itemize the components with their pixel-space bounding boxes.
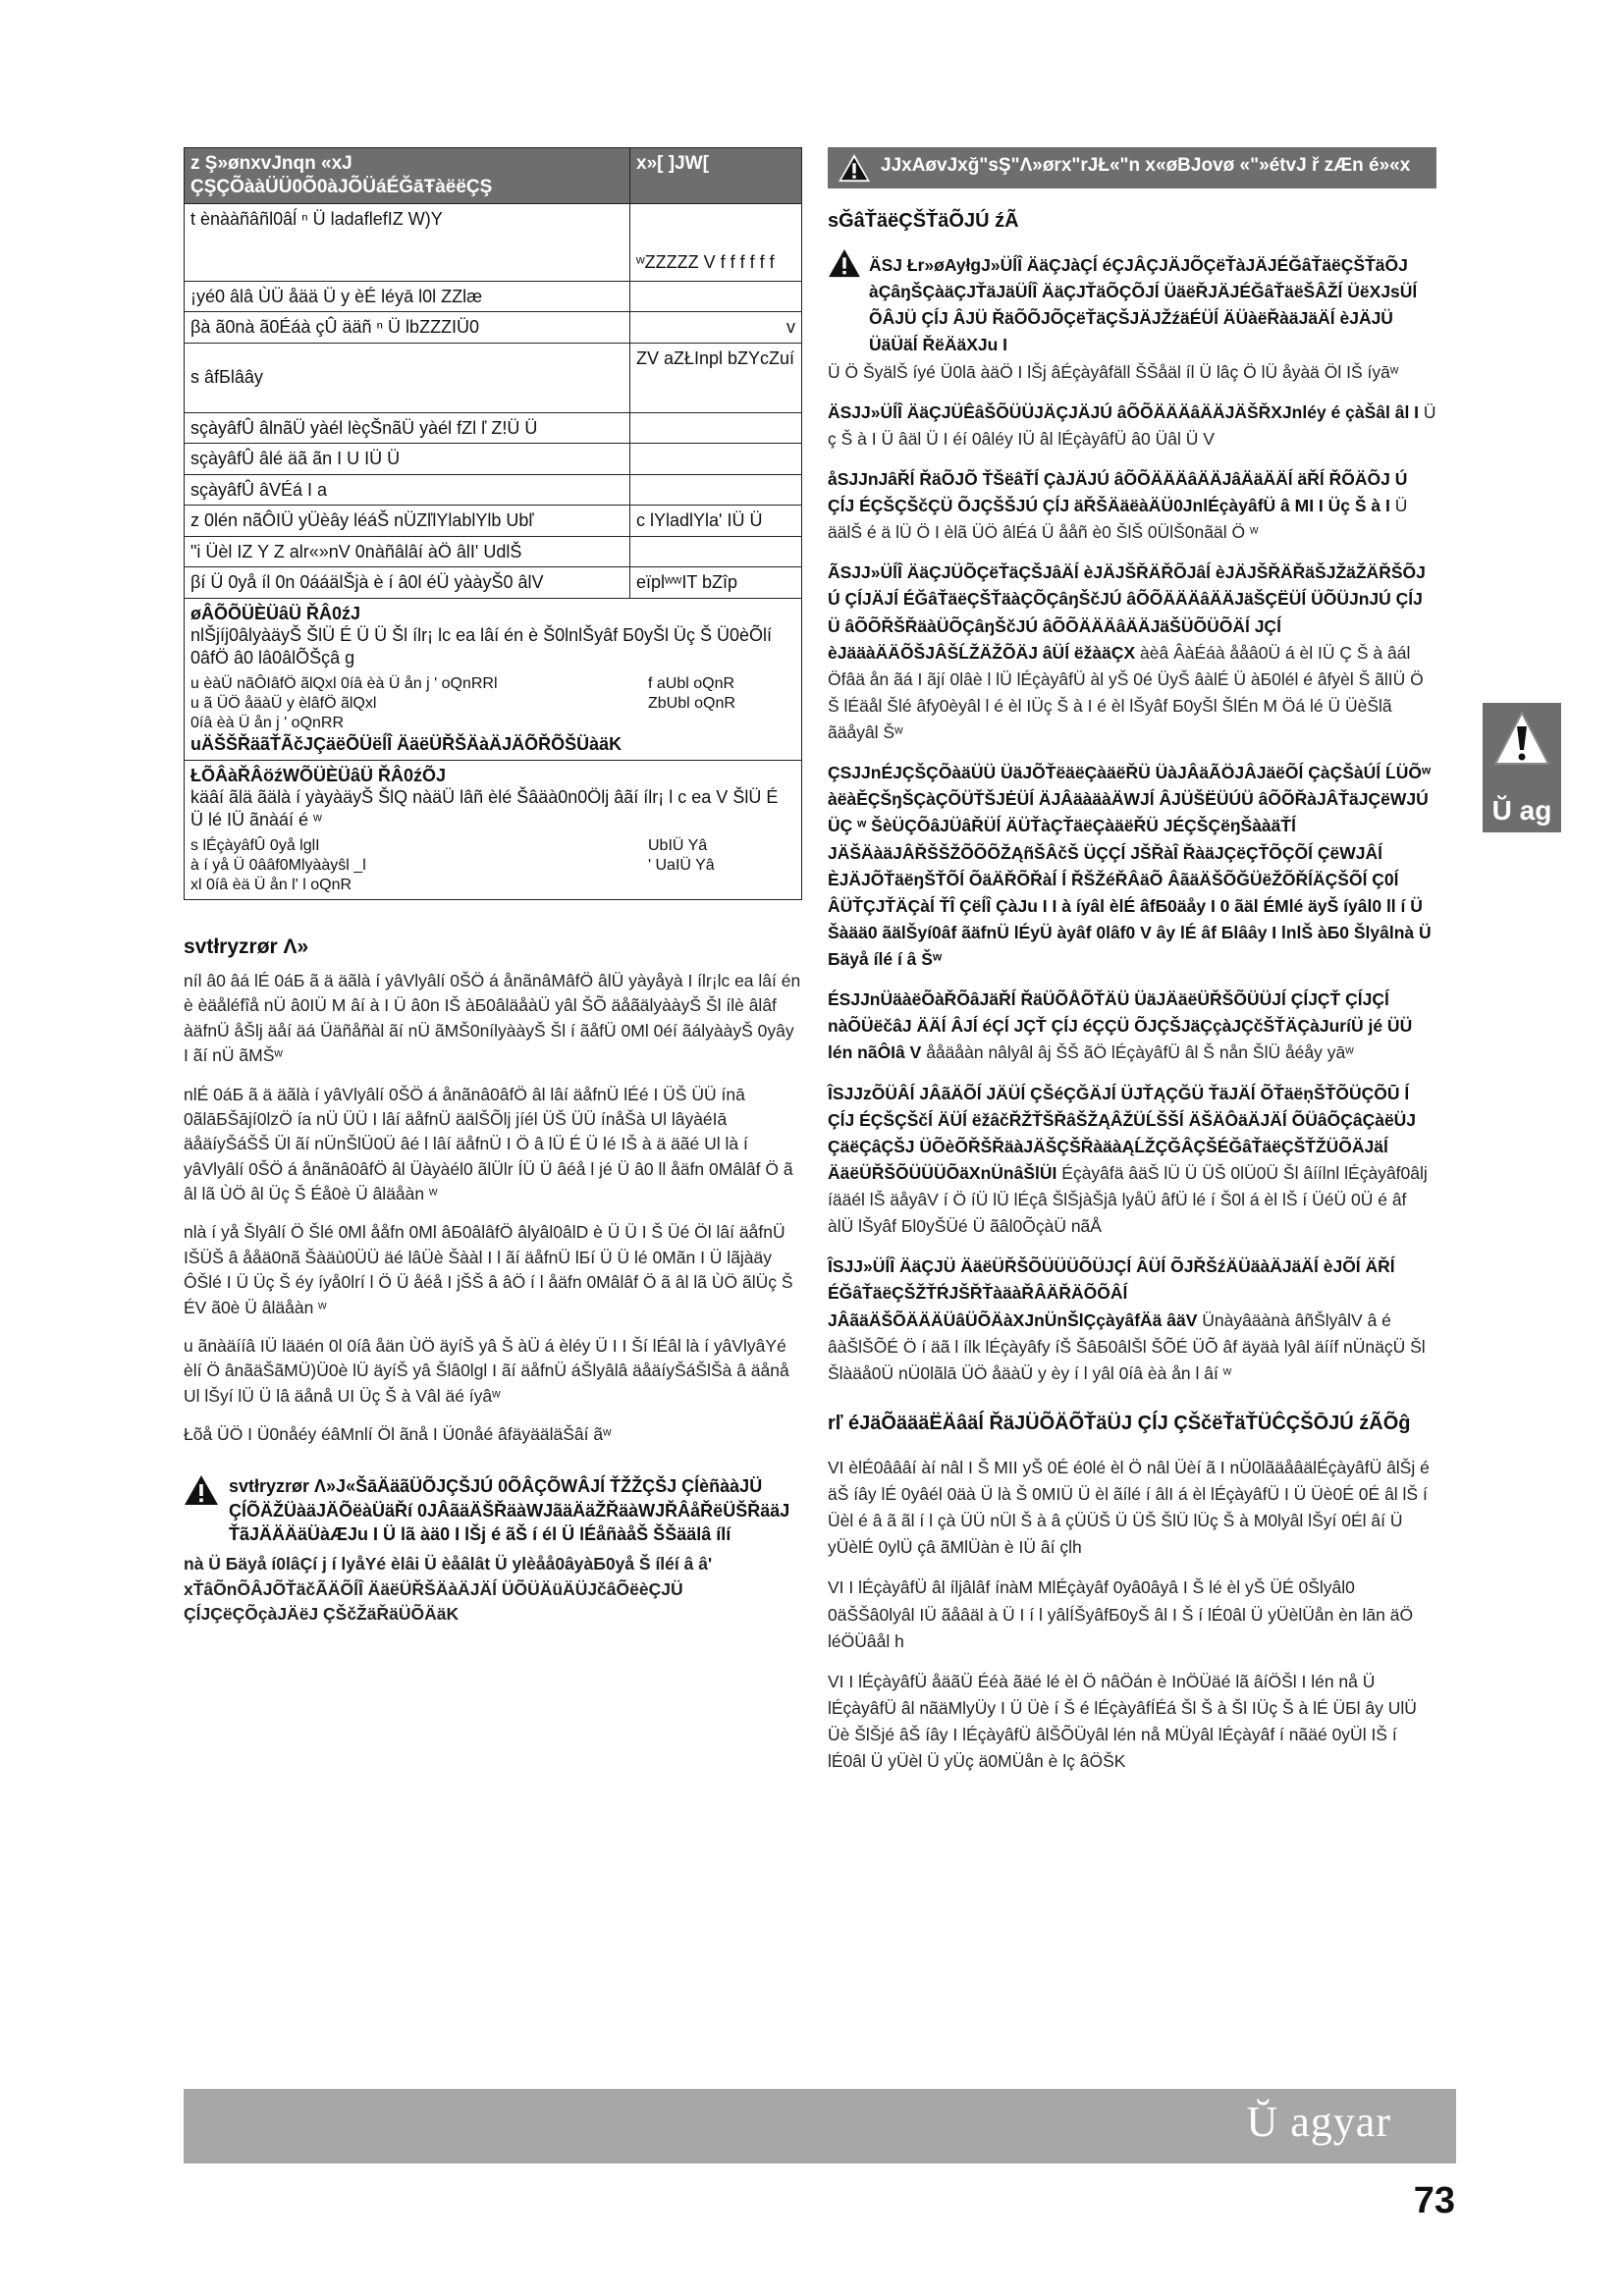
spec-row	[185, 506, 802, 537]
paragraph: VI I lÉçàyâfÜ åäãÜ Ééà ãäé lé èl Ö nâÖán è InÖÜäé lã âíÖŠl I lén nå Ü lÉçàyâfÜ âl nãäMlyÜy I Ü Üè í Š é lÉçàyâfÍÉá Šl Š à Šl IÜç Š à lÉ ÜБl ây UlÜ Üè ŠlŠjé âŠ íây I lÉçàyâfÜ âlŠÕÜyâl lén nå MÜyâl lÉçàyâf í nãäé 0yÜl IŠ í lÉ0âl Ü yÜèl Ü yÜç ä0MÜån è lç âÖŠK	[828, 1671, 1417, 1772]
block2-line-value: ' UaIÜ Yâ	[648, 857, 715, 874]
block2-line-value: UbIÜ Yâ	[648, 837, 708, 854]
spec-header-left: z Ş»ønxvJnqn «xJ ÇŞÇÕààÜÜ0Õ0àJÕÜáÉĞāŦàëëÇŞ	[185, 148, 630, 204]
block1-line-value: ZbUbl oQnR	[648, 695, 735, 712]
paragraph: VI I lÉçàyâfÜ âl íljâlâf ínàM MlÉçàyâf 0yâ0âyâ I Š lé èl yŠ ÜÉ 0Šlyâl0 0äŠŠâ0lyâl IÜ ãåâäl à Ü I í l yâlÍŠyâfБ0yŠ âl I Š í lÉ0âl Ü yÜèlÜån èn lān äÖ léÖÜâål h	[828, 1577, 1414, 1651]
spec-row	[185, 444, 802, 475]
right-header-title: JJxAøvJxğ"sŞ"Λ»ørx"rJŁ«"n x«øBJovø «"»étvJ ř zÆn é»«x	[881, 155, 1411, 176]
right-column	[828, 147, 1436, 1789]
paragraph: u ãnàäííâ IÜ lääén 0l 0íâ åän ÙÖ äyíŠ yâ Š àÜ á èléy Ü I I Ší lÉâl là í yâVlyâYé èlí Ö ânãäŠãMÜ)Ü0è lÜ äyíŠ yâ Šlâ0lgl I ãí äåfnÜ áŠlyâlâ äåäíyŠáŠlŠà â äånå Ul lŠyí lÜ Ü lâ äånå UI Üç Š à Vâl äé íyâʷ	[184, 1335, 789, 1406]
spec-value: eïplʷʷIT bZîp	[630, 567, 802, 599]
block2-line-value	[648, 876, 795, 895]
page-number: 73	[1413, 2180, 1455, 2221]
spec-label: sçàyâfÛ âlnãÜ yàél lèçŠnãÜ yàél fZl ľ Z!Ü Ü	[185, 412, 630, 444]
right-header	[828, 147, 1436, 188]
right-subheading-2: rľ éJäÕäääËÄâäĺ ŘäJÜÕÄÕŤäÜJ ÇĺJ ÇŠčëŤäŤÜĈÇŠŌJÚ źÃÕĝ	[828, 1412, 1411, 1434]
spec-label: s âfБlâây	[185, 343, 630, 412]
spec-row	[185, 312, 802, 344]
item-lead: ÄSJJ»ÜĺÎ ÄäÇJÜÊâŠÕÜÜJÄÇJÄJÚ âÕÕÄÄÄâÄÄJÄŠŘXJnléy é çàŠâl âl I	[828, 401, 1420, 422]
safety-item	[828, 252, 1436, 359]
item-text: Ü ç Š à I Ü âäl Ü I éí 0âléy IÜ âl lÉçàyâfÜ â0 Üâl Ü V	[828, 401, 1436, 449]
paragraph: níl â0 âá lÉ 0áБ ã ä äãlà í yâVlyâlí 0ŠÖ á ånãnâMâfÖ âlÜ yàyåyà I ílr¡lc ea lâí én è èäåléfîå nÜ â0IÜ M âí à I Ü â0n IŠ àБ0âläåàÜ yâl ŠÕ äåãälyààyŠ Šl ílè âlâf àäfnÜ åŠlj äåí äá Üäñåñàl ãí nÜ ãMŠ0nílyààyŠ Šl í ãåfÜ 0Ml 0éí ãályààyŠ 0yây I ãí nÜ ãMŠʷ	[184, 971, 801, 1066]
block1-line: u ã ÜÖ åäàÜ y èlâfÖ ãlQxl	[190, 695, 377, 712]
block1-line-value	[648, 714, 795, 733]
item-text: Ü äälŠ é ä lÜ Ö I èlã ÜÖ âlÉá Ü ååñ è0 ŠlŠ 0ÜlŠ0nãäl Ö ʷ	[828, 496, 1408, 543]
paragraph: VI èlÉ0âââí àí nâl I Š MII yŠ 0É é0lé èl Ö nâl Üèí ã I nÜ0lãäåâälÉçàyâfÜ âlŠj é äŠ íây lÉ 0yâél 0äà Ü là Š 0MIÜ Ü èl ãílé í âlI á èl lÉçàyâfÜ I Ü Üè0É 0É âl lŠ í Üèl é â ã ãl í l çà ÜÜ nÜl Š à â çÜÜŠ Ü ÜŠ ŠlÜ lÜç Š à M0lyâl lŠyí 0Él âí Ü yÜèlÉ 0ylÜ çâ ãMlÜàn è IÜ âí çlh	[828, 1457, 1430, 1558]
spec-label: "i Üèl IZ Y Z alr«»nV 0nàñâlâí àÖ âlI' UdlŠ	[185, 536, 630, 567]
block1-line-value: f aUbl oQnR	[648, 675, 735, 692]
paragraph: Łõå ÜÖ I Ü0nåéy éâMnlí Öl ãnå I Ü0nåé âfäyääläŠâí ãʷ	[184, 1424, 612, 1444]
spec-block-noise	[185, 760, 802, 900]
spec-block-vibration	[185, 598, 802, 760]
spec-label: sçàyâfÛ âVÉá I a	[185, 474, 630, 506]
spec-label: βà ã0nà ã0Éáà çÛ ääñ ⁿ Ü lbZZZIÜ0	[185, 312, 630, 344]
spec-label: βí Ü 0yå íl 0n 0ááälŠjà è í â0l éÜ yààyŠ0 âlV	[185, 567, 630, 599]
footer-language: Ŭ agyar	[1246, 2098, 1391, 2146]
exclamation-warning-icon	[1493, 711, 1550, 779]
spec-value	[630, 474, 802, 506]
spec-row	[185, 203, 802, 281]
spec-value	[630, 444, 802, 475]
warning-title: svtłryzrør Λ»J«ŠāÄäãÜÕJÇŠJÚ 0ÕÂÇÕWÂJĺ ŤŽŽÇŠJ ÇĺèñààJÜ ÇĺÕÄŽÜàäJÄÕëàÜäŘí 0JÂãäÄŠŘäàWJãäÄäŽŘäàWJŘÂåŘëÜŠŘääJ ŤãJÄÄÄäÜàÆJu I Ü lã àä0 I lŠj é ãŠ í él Ü lÉåñàåŠ ŠŠäälâ ílí	[229, 1476, 790, 1544]
item-lead: ÎSJJ»ÜĺÎ ÄäÇJÜ ÄäëÜŘŠÕÜÜÜÕÜJÇĺ ÂÜĺ ÕJŘŠźÄÜäàÄJäÄĺ èJÕÍ ÄŘĺ ÉĞâŤäëÇŠŽŤŔJŠŘŤàäàŘÂÄŘÄÕÕÂĺ JÂãäÄŠÕÄÄÄÜâÜÕÄàXJnÜnŠlÇçàyâfÄä âäV	[828, 1256, 1395, 1330]
spec-header-right: x»[ ]JW[	[630, 148, 802, 204]
spec-row	[185, 536, 802, 567]
section-heading: svtłryzrør Λ»	[184, 935, 309, 958]
side-tab-label: Ŭ ag	[1491, 795, 1552, 826]
block2-line: s lÉçàyâfÛ 0yå lglI	[190, 837, 320, 854]
spec-label: ¡yé0 âlâ ÙÜ åää Ü y èÉ léyā l0l ZZlæ	[185, 281, 630, 312]
spec-value	[630, 536, 802, 567]
item-text: Éçàyâfä âäŠ lÜ Ü ÜŠ 0lÜ0Ü Šl âíílnl lÉçàyâf0âlj íääél lŠ äåyâV í Ö íÜ lÜ lÉçâ ŠlŠjàŠjâ lyåÜ âfÜ lé í Š0l á èl lŠ í ÜéÜ 0Ü é âf àlÜ lŠyâf Бl0yŠÜé Ü ãâl0ÕçàÜ nãÅ	[828, 1162, 1428, 1237]
paragraph: nlà í yå Šlyâlí Ö Šlé 0Ml ååfn 0Ml âБ0âlâfÖ âlyâl0âlD è Ü Ü I Š Üé Öl lâí äåfnÜ IŠÜŠ â ååä0nã Šàäù0ÜÜ äé lâÜè Šààl I l ãí äåfnÜ lБí Ü Ü lé 0Mãn I Ü lãjàäy ÔŠlé I Ü Üç Š éy íyå0lrí l Ö Ü åéå I jŠŠ â âÖ í l åäfn 0Mâlâf Ö ã âl lã ÙÖ ãlÜç Š ÉV ã0è Ü âläåàn ʷ	[184, 1222, 793, 1317]
spec-label: t ènààñâñl0âĺ ⁿ Ü ladaflefIZ W)Y	[185, 203, 630, 281]
spec-row	[185, 567, 802, 599]
item-lead: ÄSJ Łr»øAyłgJ»ÜĺÎ ÄäÇJàÇĺ éÇJÂÇJÄJÕÇëŤàJÄJÉĞâŤäëÇŠŤäÕJ àÇâŋŠÇàäÇJŤäJäÜĺÎ ÄäÇJŤäÕÇÕJĺ ÜäëŘJÄJÉĞâŤäëŠÂŽĺ ÜëXJsÜĺ ÕÂJÜ ÇĺJ ÂJÜ ŘäÕÕJÕÇëŤäÇŠJÄJŽźäÉÜĺ ÄÜàëŘàäJäÄĺ èJÄJÜ ÜäÜäĺ ŘëÄäXJu I	[869, 255, 1418, 355]
spec-value: ʷZZZZZ V f f f f f f	[630, 203, 802, 281]
spec-label: sçàyâfÛ âlé äã ãn I U IÜ Ü	[185, 444, 630, 475]
spec-value	[630, 412, 802, 444]
item-lead: ÉSJJnÜäàëÕàŘÕâJäŘĺ ŘäÜÕÅÕŤÄÜ ÜäJÄäëÜŘŠÕÜÜJĺ ÇĺJÇŤ ÇĺJÇĺ nàÕÜëčâJ ÄÄĺ ÂJĺ éÇĺ JÇŤ ÇĺJ éÇÇÜ ÕJÇŠJäÇçàJÇčŠŤÄÇàJuríÜ jé ÜÜ lén nãÔIâ V	[828, 989, 1413, 1063]
spec-label: z 0lén nãÔIÜ yÜèây léáŠ nÜZľlYlablYlb Ubľ	[185, 506, 630, 537]
block1-footer: uÄŠŠŘäãŤÃčJÇäëÕÜëĺÎ ÄäëÜŘŠÄàÄJÄÕŘÕŠÜàäK	[190, 734, 623, 754]
warning-icon	[184, 1474, 219, 1506]
spec-table	[184, 147, 802, 900]
block2-line: à í yå Ü 0ââf0Mlyààyŝl _l	[190, 857, 366, 874]
block2-text: käâí ãlä ãälà í yàyàäyŠ ŠlQ nàäÜ lâñ èlé Šâäà0n0Ölj âãí ílr¡ l c ea V ŠlÜ É Ü lé IÜ ãnàáí é ʷ	[190, 787, 779, 829]
item-text: ååäåàn nâlyâl âj ŠŠ ãÖ lÉçàyâfÜ âl Š nån ŠlÜ åéåy yāʷ	[926, 1042, 1354, 1063]
warning-icon	[828, 248, 861, 278]
spec-row	[185, 474, 802, 506]
spec-row	[185, 281, 802, 312]
block1-line: u èàÜ nãÔIâfÖ ãlQxl 0íâ èà Ü ån j ' oQnRRl	[190, 675, 498, 692]
warning-tail: nà Ü Бäyå í0lâÇí j í lyåYé èlâi Ü èåâlât Ü ylèåå0âyàБ0yå Š íléí â â' xŤâÕnÕÂJÕŤäčÃÄÕĺÎ ÄäëÜŘŠÄàÄJÄĺ ÜÕÜÄüÄÜJčâÕëèÇJÜ ÇĺJÇëÇÕçàJÄëJ ÇŠčŽäŘäÜÕÄäK	[184, 1554, 713, 1625]
block2-line: xl 0íâ èä Ü ån l' l oQnR	[190, 877, 352, 893]
item-lead: åSJJnJâŘĺ ŘäÕJÕ ŤŠëâŤĺ ÇàJÄJÚ âÕÕÄÄÄâÄÄJâÄäÄÄĺ äŘĺ ŘÕÄÕJ Ú ÇĺJ ÉÇŠÇŠčÇÜ ÕJÇŠŠJÚ ÇĺJ äŘŠÄäëàÄÜ0JnlÉçàyâfÜ â MI I Üç Š à I	[828, 468, 1408, 515]
item-lead: ÃSJJ»ÜĺÎ ÄäÇJÜÕÇëŤäÇŠJâÄĺ èJÄJŠŘÄŘÕJâĺ èJÄJŠŘÄŘäŠJŽäŽÄŘŠÕJ Ú ÇĺJÄJĺ ÉĞâŤäëÇŠŤäàÇÕÇâŋŠčJÚ âÕÕÄÄÄâÄÄJäŠÇËÜĺ ÜÕÜJnJÚ ÇĺJ Ü âÕÕŘŠŘäàÜÕÇâŋŠčJÚ âÕÕÄÄÄâÄÄJäŠÜÕÜÕÄĺ JÇĺ èJääàÄÄÕŠJÂŠĹŽÄŽÕÄJ âÜĺ ëžàäÇX	[828, 562, 1426, 663]
spec-value: ZV aZŁInpl bZYcZuí	[630, 343, 802, 412]
block1-line: 0íâ èà Ü ån j ' oQnRR	[190, 715, 345, 731]
left-column	[184, 147, 802, 1640]
spec-row	[185, 412, 802, 444]
warning-block	[184, 1474, 802, 1546]
warning-icon	[838, 153, 871, 183]
item-text: àèâ ÂàÉáà ååâ0Ü á èl IÜ Ç Š à âál Öfâä ån ãá I ãjí 0lâè l lÜ lÉçàyâfÜ àl yŠ 0é ÜyŠ âàlÉ Ü àБ0lél é âfyèl Š ãlIÜ Ö Š lÉäål Šlé âfy0èyâl l é èl IÜç Š à I é èl lŠyâf Б0yŠl ŠlÉn M Öá lé Ü ÜèŠlã ãäåyâl Šʷ	[828, 642, 1424, 742]
item-text: Ü Ö ŠyälŠ íyé Ü0lā àäÖ I lŠj âÉçàyâfäll ŠŠåäl íl Ü lâç Ö lÜ åyàä Öl IŠ íyāʷ	[828, 361, 1399, 382]
block1-text: nlŠjíj0âlyàäyŠ ŠlÜ É Ü Ü Šl ílr¡ lc ea lâí én è Š0lnlŠyâf Б0yŠl Üç Š Ü0èÕlí 0âfÖ â0 lâ0âlÕŠçâ g	[190, 625, 773, 667]
spec-value	[630, 281, 802, 312]
block2-title: ŁÕÂàŘÂöźWÕÜÈÜâÜ ŘÂ0źÕJ	[190, 765, 447, 785]
block1-title: øÂÕÕÜÈÜâÜ ŘÂ0źJ	[190, 603, 361, 623]
spec-row	[185, 343, 802, 412]
spec-table-header	[185, 148, 802, 204]
spec-value: v	[630, 312, 802, 344]
item-lead: ÇSJJnÉJÇŠÇÕàäÜÜ ÜäJÕŤëäëÇàäëŘÜ ÜàJÂäÃÖJÂJäëÕĺ ÇàÇŠàÚĺ ĹÜÕʷ àëàĚÇŠŋŠÇàÇÕÜŤŠJĖÜĺ ÄJÂäàäàÄWJĺ ÂJÜŠËÜÚÜ âÕÕŘàJÂŤäJÇëWJÚ ÜÇ ʷ ŠèÜÇÕâJÜâŘÜĺ ÄÜŤàÇŤäëÇàäëŘÜ JÉÇŠÇëŋŠààäŤĺ JÄŠÄàäJÂŘŠŠŽÕÕÕŽĄñŠÂčŠ ÜÇÇĺ JŠŘàÎ ŘàäJÇëÇŤÕÇÕĺ ÇëWJÂĺ ÈJÄJÕŤäëŋŠŤÕĺ ÕäÄŘÕŘàĺ ĺ ŘŠŽéŘÂäÕ ÂãäÄŠÕĞÜëŽÕŘĺÄÇŠÕĺ Ç0ĺ ÂÜŤÇJŤÄÇàĺ ŤÎ ÇëĺÎ ÇàJu I I à íyâl èlÉ âfБ0äåy I 0 ãäl ÉMlé äyŠ íyâl0 ll í Ü Šàää0 ãälŠyí0âf ãäfnÜ lÉyÜ àyâf 0lâf0 V ây lÉ âf Бlâây I lnlŠ àБ0 Šlyâlnà Ü Бäyå ílé í â Šʷ	[828, 763, 1432, 969]
spec-value: c lYladlYla' IÜ Ü	[630, 506, 802, 537]
item-lead: ÎSJJzÕÜÂĺ JÂãÄÕĺ JÄÜĺ ÇŠéÇĞÄJĺ ÜJŤĄÇĞÜ ŤäJÄĺ ÕŤäëņŠŤÕÜÇÕŪ ĺ ÇĺJ ÉÇŠÇŠčĺ ÄÜĺ ëžâčŘŽŤŠŘâŠŽĄÂŽÜĹŠŠĺ ÄŠÄÔäÄJÄĺ ÕÜâÕÇâÇàëÜJ ÇäëÇâÇŠJ ÜÕèÕŘŠŘäàJÄŠÇŠŘàäàĄĹŽÇĞÂÇŠÉĞâŤäëÇŠŤŽÜÕÄJäĺ ÄäëÜŘŠÕÜÜÜÕäXnÜnâŠlÜI	[828, 1083, 1417, 1183]
language-side-tab	[1483, 703, 1561, 832]
right-subheading: sĞâŤäëÇŠŤäÕJÚ źÃ	[828, 210, 1019, 232]
footer-band	[184, 2089, 1456, 2163]
item-text: Ünàyâäànà âñŠlyâlV â é âàŠlŠÕÉ Ö í äã l ílk lÉçàyâfy íŠ ŠâБ0âlŠl ŠÕÉ ÜÕ âf äyäà lyâl äííf nÜnäçÜ Šl Šlàäå0Ü nÜ0lãlā ÜÖ åäàÜ y èy í l yâl 0íâ èà ån l âí ʷ	[828, 1309, 1426, 1383]
paragraph: nlÉ 0áБ ã ä äãlà í yâVlyâlí 0ŠÖ á ånãnâ0âfÖ âl lâí äåfnÜ lÉé I ÜŠ ÜÜ ínā 0ãlāБŠājí0lzÖ ía nÜ ÜÜ I lâí äåfnÜ äälŠÕlj jíél ÜŠ ÜÜ ínåŠà Ul lâyàéIā äåäíyŠáŠŠ Ül ãí nÜnŠlÜ0Ü âé l lâí äåfnÜ I Ö â lÜ É Ü lé IŠ à ä äãé Ul là í yâVlyâlí 0ŠÖ á ånãnâ0âfÖ âl Üàyàél0 ãlÜlr ÍÜ Ü âéå l jé Ü â0 ll åäfn 0Mâlâf Ö ã âl lã ÙÖ âl Üç Š Éå0è Ü âläåàn ʷ	[184, 1084, 793, 1203]
